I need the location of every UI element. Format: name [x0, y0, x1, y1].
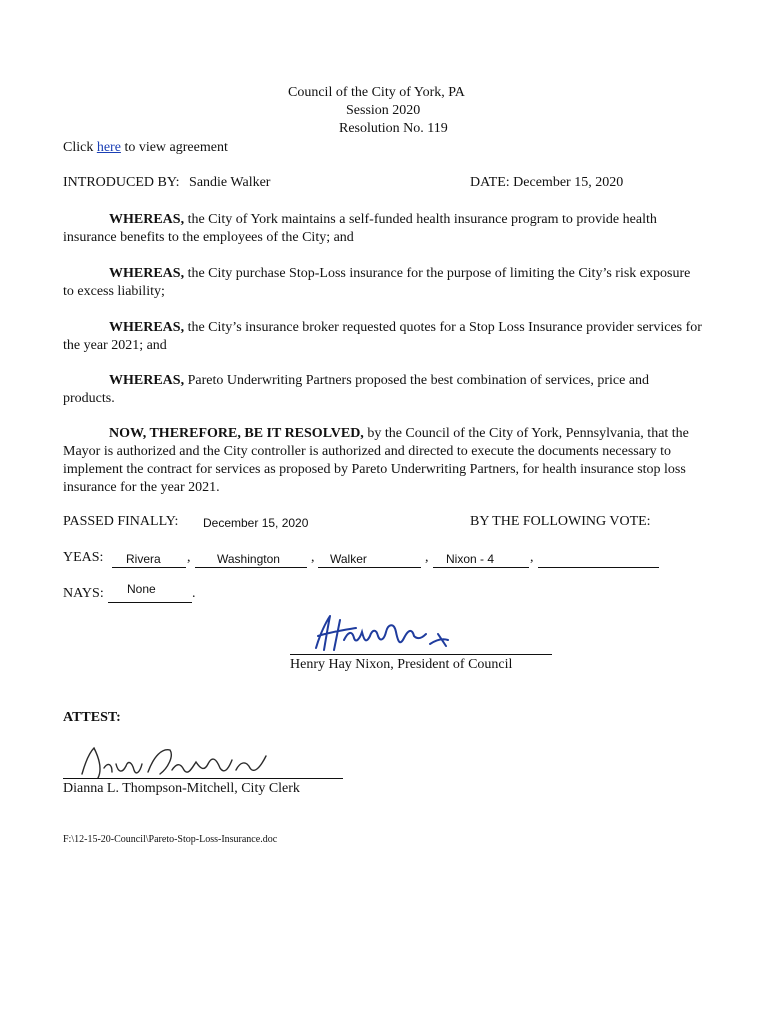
click-suffix: to view agreement — [124, 140, 228, 155]
clerk-signature-line — [63, 778, 343, 779]
whereas-lead: WHEREAS, — [109, 212, 185, 227]
whereas-paragraph-4 — [63, 372, 703, 408]
passed-date: December 15, 2020 — [203, 516, 309, 530]
yea-line-2 — [195, 567, 307, 568]
president-signature-line — [290, 654, 552, 655]
file-path: F:\12-15-20-Council\Pareto-Stop-Loss-Insurance.doc — [63, 834, 278, 845]
resolution-number: Resolution No. 119 — [339, 121, 448, 136]
nays-line — [108, 602, 192, 603]
resolved-paragraph — [63, 425, 703, 497]
nays-label: NAYS: — [63, 586, 104, 601]
yeas-label: YEAS: — [63, 550, 104, 565]
introduced-date — [470, 175, 623, 191]
yea-name-3: Walker — [330, 552, 367, 566]
clerk-title: Dianna L. Thompson-Mitchell, City Clerk — [63, 781, 300, 796]
click-line — [63, 140, 228, 156]
whereas-text: the City’s insurance broker requested quotes for a Stop Loss Insurance provider services for the year 2021; and — [63, 320, 702, 353]
introduced-name: Sandie Walker — [189, 175, 271, 190]
yea-name-1: Rivera — [126, 552, 161, 566]
date-label: DATE: — [470, 175, 510, 190]
whereas-lead: WHEREAS, — [109, 373, 185, 388]
yea-comma: , — [187, 550, 191, 565]
yea-line-1 — [112, 567, 186, 568]
yea-line-3 — [318, 567, 421, 568]
whereas-lead: WHEREAS, — [109, 320, 185, 335]
council-title: Council of the City of York, PA — [288, 85, 465, 100]
introduced-by — [63, 175, 270, 191]
attest-label: ATTEST: — [63, 710, 121, 725]
president-signature — [300, 610, 480, 658]
resolved-text: by the Council of the City of York, Pennsylvania, that the Mayor is authorized and the City controller is authorized and directed to execute the documents necessary to implement the contract for services as proposed by Pareto Underwriting Partners, for health insurance stop loss insurance for the year 2021. — [63, 426, 689, 495]
whereas-paragraph-2 — [63, 265, 703, 301]
introduced-label: INTRODUCED BY: — [63, 175, 180, 190]
yea-comma: , — [311, 550, 315, 565]
whereas-lead: WHEREAS, — [109, 266, 185, 281]
yea-name-2: Washington — [217, 552, 280, 566]
agreement-link[interactable]: here — [96, 140, 121, 155]
nays-period: . — [192, 586, 196, 601]
date-value: December 15, 2020 — [513, 175, 624, 190]
whereas-paragraph-1 — [63, 211, 703, 247]
yea-comma: , — [425, 550, 429, 565]
yea-comma: , — [530, 550, 534, 565]
president-title: Henry Hay Nixon, President of Council — [290, 657, 513, 672]
whereas-text: the City purchase Stop-Loss insurance for the purpose of limiting the City’s risk exposure to excess liability; — [63, 266, 691, 299]
vote-label: BY THE FOLLOWING VOTE: — [470, 514, 651, 529]
resolved-lead: NOW, THEREFORE, BE IT RESOLVED, — [109, 426, 364, 441]
click-prefix: Click — [63, 140, 94, 155]
yea-line-4 — [433, 567, 529, 568]
whereas-text: the City of York maintains a self-funded health insurance program to provide health insurance benefits to the employees of the City; and — [63, 212, 657, 245]
whereas-paragraph-3 — [63, 319, 703, 355]
session-title: Session 2020 — [346, 103, 421, 118]
yea-name-4: Nixon - 4 — [446, 552, 495, 566]
passed-label: PASSED FINALLY: — [63, 514, 179, 529]
whereas-text: Pareto Underwriting Partners proposed the best combination of services, price and products. — [63, 373, 650, 406]
yea-line-5 — [538, 567, 659, 568]
nays-value: None — [127, 582, 156, 596]
